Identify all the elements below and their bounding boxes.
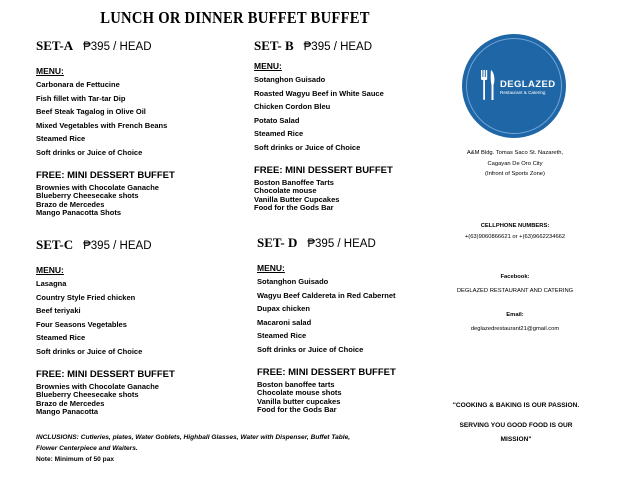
list-item: Macaroni salad (257, 317, 312, 327)
slogan (424, 399, 608, 447)
cellphone-numbers: +(63)9060866621 or +(63)9662234662 (464, 233, 566, 240)
list-item: Wagyu Beef Caldereta in Red Cabernet (257, 290, 396, 300)
slogan-line-1: "COOKING & BAKING IS OUR PASSION. (452, 402, 580, 409)
set-c-dessert-list (36, 383, 236, 417)
set-b-dessert-list (254, 179, 454, 213)
list-item: Chocolate mouse (254, 186, 317, 196)
address-line-1: A&M Bldg. Tomas Saco St. Nazareth, (466, 150, 564, 156)
set-b-header (254, 38, 454, 54)
email-label: Email: (506, 312, 524, 318)
list-item: Dupax chicken (257, 304, 310, 314)
set-d-menu-list (257, 275, 457, 357)
list-item: Boston Banoffee Tarts (254, 177, 334, 187)
set-d-menu-label: MENU: (257, 263, 285, 273)
logo-circle (462, 34, 566, 138)
list-item: Fish fillet with Tar-tar Dip (36, 93, 126, 103)
set-b-menu-label: MENU: (254, 61, 282, 71)
list-item: Sotanghon Guisado (254, 75, 326, 84)
list-item: Food for the Gods Bar (257, 405, 337, 415)
set-a-section (36, 38, 236, 218)
set-c-name: SET-C (36, 237, 74, 252)
list-item: Soft drinks or Juice of Choice (36, 147, 143, 157)
address-block (430, 148, 600, 180)
set-b-menu-list (254, 73, 454, 155)
list-item: Mixed Vegetables with French Beans (36, 120, 168, 130)
set-d-header (257, 235, 457, 251)
minimum-note: Note: Minimum of 50 pax (36, 456, 115, 463)
list-item: Carbonara de Fettucine (36, 80, 120, 89)
list-item: Steamed Rice (257, 331, 307, 341)
list-item: Brazo de Mercedes (36, 398, 105, 408)
set-c-free-label: FREE: MINI DESSERT BUFFET (36, 368, 175, 380)
list-item: Sotanghon Guisado (257, 277, 329, 286)
set-b-free-label: FREE: MINI DESSERT BUFFET (254, 164, 393, 176)
list-item: Brownies with Chocolate Ganache (36, 182, 159, 192)
set-a-name: SET-A (36, 38, 74, 53)
address-line-2: Cagayan De Oro City (487, 160, 543, 167)
facebook-block (430, 272, 600, 296)
set-b-name: SET- B (254, 38, 294, 53)
inclusions-note (36, 432, 426, 465)
page-title: LUNCH OR DINNER BUFFET BUFFET (100, 8, 370, 27)
slogan-line-3: MISSION" (500, 436, 532, 443)
set-d-section (257, 235, 457, 415)
set-c-menu-list (36, 277, 236, 359)
list-item: Food for the Gods Bar (254, 203, 334, 213)
list-item: Vanilla Butter Cupcakes (254, 194, 340, 204)
cellphone-label: CELLPHONE NUMBERS: (480, 223, 550, 229)
logo-name: DEGLAZED (500, 79, 556, 90)
set-c-price: ₱395 / HEAD (83, 240, 152, 252)
set-d-price: ₱395 / HEAD (307, 238, 376, 250)
list-item: Beef teriyaki (36, 306, 81, 316)
logo-subtitle: Restaurant & Catering (500, 90, 546, 95)
facebook-label: Facebook: (500, 274, 530, 280)
set-a-free-label: FREE: MINI DESSERT BUFFET (36, 169, 175, 181)
list-item: Steamed Rice (36, 134, 86, 144)
inclusions-line-2: Flower Centerpiece and Waiters. (36, 445, 138, 452)
list-item: Steamed Rice (36, 333, 86, 343)
list-item: Boston banoffee tarts (257, 379, 335, 389)
list-item: Brownies with Chocolate Ganache (36, 381, 159, 391)
set-a-menu-list (36, 78, 236, 160)
list-item: Brazo de Mercedes (36, 199, 105, 209)
list-item: Steamed Rice (254, 129, 304, 139)
list-item: Potato Salad (254, 115, 300, 125)
address-line-3: (Infront of Sports Zone) (485, 171, 545, 177)
list-item: Blueberry Cheesecake shots (36, 191, 139, 201)
email-block (430, 310, 600, 334)
deglazed-logo (462, 34, 566, 138)
slogan-line-2: SERVING YOU GOOD FOOD IS OUR (459, 422, 573, 429)
list-item: Soft drinks or Juice of Choice (36, 346, 143, 356)
set-a-menu-label: MENU: (36, 66, 64, 76)
set-b-section (254, 38, 454, 213)
list-item: Mango Panacotta Shots (36, 208, 122, 218)
set-a-price: ₱395 / HEAD (83, 41, 152, 53)
list-item: Chocolate mouse shots (257, 388, 342, 398)
facebook-value: DEGLAZED RESTAURANT AND CATERING (456, 287, 574, 294)
list-item: Four Seasons Vegetables (36, 319, 127, 329)
set-a-dessert-list (36, 184, 236, 218)
set-a-header (36, 38, 236, 54)
list-item: Soft drinks or Juice of Choice (257, 344, 364, 354)
list-item: Vanilla butter cupcakes (257, 396, 341, 406)
set-c-section (36, 237, 236, 417)
list-item: Chicken Cordon Bleu (254, 102, 331, 112)
set-d-name: SET- D (257, 235, 298, 250)
set-b-price: ₱395 / HEAD (303, 41, 373, 53)
list-item: Soft drinks or Juice of Choice (254, 142, 361, 152)
list-item: Mango Panacotta (36, 407, 99, 417)
list-item: Country Style Fried chicken (36, 292, 136, 302)
list-item: Roasted Wagyu Beef in White Sauce (254, 88, 384, 98)
list-item: Lasagna (36, 279, 67, 288)
fork-knife-icon (480, 70, 498, 100)
set-c-header (36, 237, 236, 253)
set-d-free-label: FREE: MINI DESSERT BUFFET (257, 366, 396, 378)
inclusions-line-1: INCLUSIONS: Cutleries, plates, Water Goblets, Highball Glasses, Water with Dispenser, Buffet Table, (36, 434, 351, 441)
list-item: Blueberry Cheesecake shots (36, 390, 139, 400)
list-item: Beef Steak Tagalog in Olive Oil (36, 107, 146, 117)
email-value: deglazedrestaurant21@gmail.com (470, 325, 560, 332)
set-c-menu-label: MENU: (36, 265, 64, 275)
cellphone-block (430, 221, 600, 242)
